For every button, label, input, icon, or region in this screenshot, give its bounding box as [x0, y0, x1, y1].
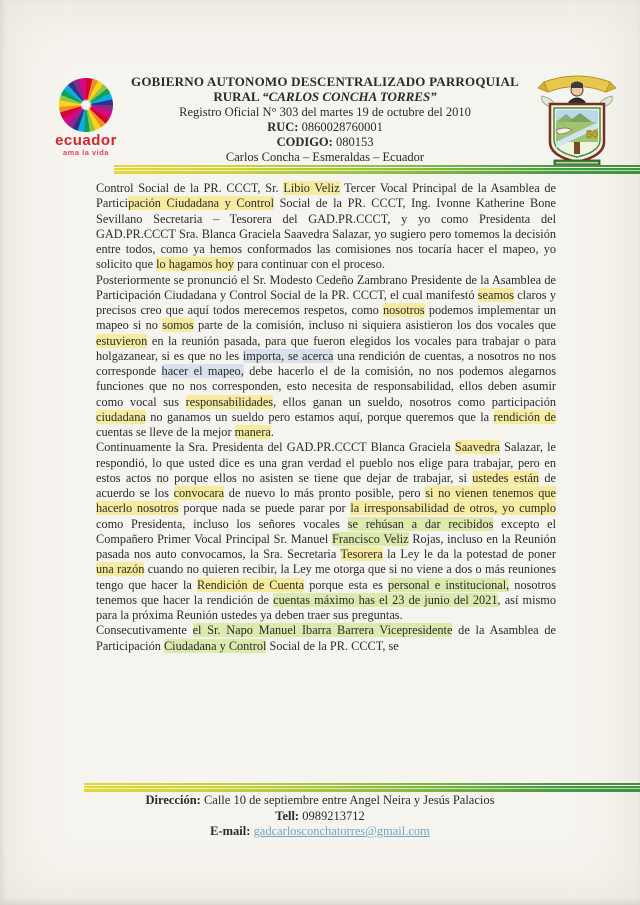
highlighted-text: seamos [477, 287, 514, 302]
org-rural-label: RURAL [213, 89, 263, 104]
highlighted-text: hacer el mapeo, [161, 364, 244, 378]
body-text: excepto el Compañero Primer Vocal Principal Sr. Manuel [96, 516, 557, 546]
location-line: Carlos Concha – Esmeraldas – Ecuador [225, 150, 425, 164]
highlighted-text: somos [162, 318, 194, 333]
footer-divider-bar [84, 783, 640, 792]
highlighted-text: pación Ciudadana y Control [128, 196, 274, 211]
highlighted-text: ustedes están [472, 470, 540, 485]
rainbow-pinwheel-icon [59, 78, 113, 132]
body-text: , así mismo para la próxima Reunión ustedes ya deben traer sus preguntas. [96, 592, 556, 622]
highlighted-text: el Sr. Napo Manuel Ibarra Barrera Vicepresidente [192, 623, 453, 638]
highlighted-text: ciudadana [96, 409, 146, 424]
footer-phone-line [0, 809, 640, 825]
highlighted-text: Libio Veliz [283, 181, 340, 195]
document-header [0, 74, 640, 166]
highlighted-text: responsabilidades [185, 394, 274, 409]
body-text: Control Social de la PR. CCCT, Sr. [96, 181, 284, 195]
body-text: Tercer Vocal Principal de la Asamblea de Partici [96, 181, 556, 211]
highlighted-text: se rehúsan a dar recibidos [347, 516, 494, 531]
body-text: cuando no quieren recibir, la Ley me otorga que si no viene a dos o más reuniones tengo que hacer la [96, 562, 556, 592]
body-text: de nuevo lo más pronto posible, pero [224, 486, 426, 500]
highlighted-text: Saavedra [454, 440, 500, 455]
highlighted-text: cuentas máximo has el 23 de junio del 2021 [273, 592, 498, 607]
body-text: Posteriormente se pronunció el Sr. Modesto Cedeño Zambrano Presidente de la Asamblea de Participación Ciudadana y Control Social de la PR. CCCT, el cual manifestó [96, 272, 556, 302]
body-text: porque esta es [304, 577, 389, 592]
highlighted-text: importa, se acerca [242, 348, 334, 363]
body-text: podemos implementar un mapeo si no [96, 303, 556, 333]
highlighted-text: Tesorera [340, 547, 383, 561]
body-text: parte de la comisión, incluso ni siquiera asistieron los dos vocales que [193, 318, 556, 333]
ruc-line [120, 120, 530, 135]
org-name-line2 [120, 89, 530, 104]
body-text: Rojas, incluso en la Reunión pasada nos auto convocamos, la Sra. Secretaria [96, 531, 556, 561]
ruc-value: 0860028760001 [301, 120, 383, 134]
body-text: nosotros tenemos que hacer la rendición de [96, 577, 556, 607]
logo-tagline: ama la vida [63, 148, 109, 157]
highlighted-text: personal e institucional, [388, 577, 510, 592]
body-text: Salazar, le respondió, lo que usted dice es una gran verdad el pueblo nos elige para trabajar, pero en estos actos no porque ellos no asisten se tiene que dejar de trabajar, si [96, 440, 556, 485]
org-name-line1: GOBIERNO AUTONOMO DESCENTRALIZADO PARROQUIAL [131, 74, 519, 89]
tell-label: Tell: [275, 808, 300, 823]
highlighted-text: si no vienen tenemos que hacerlo nosotros [96, 486, 556, 516]
highlighted-text: la irresponsabilidad de otros, yo cumplo [350, 501, 556, 516]
paragraph [96, 181, 556, 273]
highlighted-text: Francisco Veliz [332, 531, 409, 546]
registro-oficial-line: Registro Oficial N° 303 del martes 19 de octubre del 2010 [179, 105, 471, 119]
document-footer [0, 793, 640, 840]
paragraph [96, 273, 556, 441]
highlighted-text: Ciudadana y Control [163, 638, 267, 653]
header-title-block [120, 74, 530, 165]
paragraph [96, 623, 556, 654]
highlighted-text: rendición de [493, 409, 556, 424]
highlighted-text: una razón [96, 562, 145, 577]
body-text: porque nada se puede parar por [178, 501, 351, 516]
highlighted-text: lo hagamos hoy [156, 257, 234, 272]
footer-address-line [0, 793, 640, 809]
codigo-line [120, 135, 530, 150]
body-text: una rendición de cuentas, a nosotros no nos corresponde [96, 348, 556, 378]
highlighted-text: convocara [173, 486, 225, 500]
body-text: , ellos ganan un sueldo, nosotros como participación [273, 394, 556, 409]
header-divider-bar [114, 165, 640, 174]
org-quoted-name: “CARLOS CONCHA TORRES” [262, 89, 437, 104]
highlighted-text: nosotros [382, 303, 425, 317]
body-text: Consecutivamente [96, 623, 193, 638]
highlighted-text: estuvieron [96, 333, 148, 348]
parish-coat-of-arms [536, 68, 618, 172]
body-text: Social de la PR. CCCT, se [266, 638, 399, 653]
ecuador-ama-la-vida-logo [44, 78, 128, 157]
body-text: de acuerdo se los [96, 470, 556, 500]
footer-email-line [0, 824, 640, 840]
body-text: Continuamente la Sra. Presidenta del GAD.PR.CCCT Blanca Graciela [96, 440, 455, 455]
body-text: cuentas se lleve de la mejor [96, 425, 235, 439]
body-text: . [270, 425, 274, 439]
body-text: Social de la PR. CCCT, Ing. Ivonne Katherine Bone Sevillano Secretaria – Tesorera del GAD.PR.CCCT, y yo como Presidenta del GAD.PR.CCCT Sra. Blanca Graciela Saavedra Salazar, yo sugiero pero tomemos la decisión entre todos, como ya hemos conformados las comisiones nos tocaría hacer el mapeo, yo solicito que [96, 196, 556, 272]
body-text: como Presidenta, incluso los señores vocales [96, 516, 348, 531]
codigo-value: 080153 [335, 135, 374, 149]
direccion-value: Calle 10 de septiembre entre Angel Neira y Jesús Palacios [203, 793, 495, 807]
direccion-label: Dirección: [145, 793, 201, 807]
email-label: E-mail: [210, 824, 251, 838]
tell-value: 0989213712 [302, 808, 365, 823]
codigo-label: CODIGO: [276, 135, 333, 149]
body-text: no ganamos un sueldo pero estamos aquí, porque queremos que la [145, 409, 494, 424]
highlighted-text: Rendición de Cuenta [196, 577, 305, 592]
email-link[interactable]: gadcarlosconchatorres@gmail.com [253, 824, 430, 838]
logo-word: ecuador [55, 132, 117, 149]
ruc-label: RUC: [267, 120, 299, 134]
coat-of-arms-graphic [536, 68, 618, 172]
body-text: debe hacerlo el de la comisión, no nos podemos alegarnos funciones que no nos corresponden, esto necesita de responsabilidad, ellos deben asumir como vocal sus [96, 364, 556, 409]
document-body [96, 181, 556, 654]
paragraph [96, 440, 556, 623]
body-text: en la reunión pasada, para que fueron elegidos los vocales para trabajar o para holgazanear, si es que no les [96, 333, 556, 363]
body-text: claros y precisos creo que aquí todos merecemos respetos, como [96, 287, 556, 317]
crest-number: 50 [586, 129, 599, 141]
body-text: para continuar con el proceso. [234, 257, 385, 272]
highlighted-text: manera [234, 425, 271, 439]
body-text: de la Asamblea de Participación [96, 623, 556, 653]
body-text: la Ley le da la potestad de poner [382, 547, 556, 561]
